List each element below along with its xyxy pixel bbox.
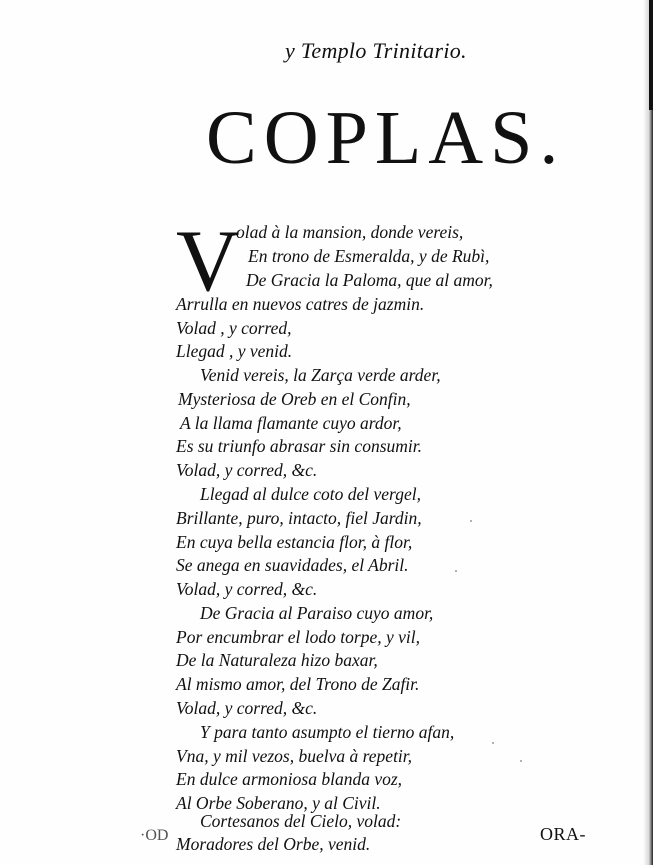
folio-mark: ·OD <box>140 827 169 844</box>
verse-line: Volad , y corred, <box>176 318 292 338</box>
page-title: COPLAS. <box>206 96 566 180</box>
verse-line: Al Orbe Soberano, y al Civil. <box>176 793 381 813</box>
verse-line: Vna, y mil vezos, buelva à repetir, <box>176 746 413 766</box>
verse-line: Es su triunfo abrasar sin consumir. <box>176 436 423 456</box>
ink-speck <box>455 570 457 572</box>
verse-line: Se anega en suavidades, el Abril. <box>176 555 409 575</box>
drop-cap: V <box>176 213 240 310</box>
verse-line: De la Naturaleza hizo baxar, <box>176 650 378 670</box>
verse-line: En cuya bella estancia flor, à flor, <box>176 532 413 552</box>
verse-line: Al mismo amor, del Trono de Zafir. <box>176 674 420 694</box>
verse-line: En dulce armoniosa blanda voz, <box>176 769 403 789</box>
ink-speck <box>520 760 522 762</box>
verse-line: Volad, y corred, &c. <box>176 698 318 718</box>
verse-line: Y para tanto asumpto el tierno afan, <box>200 722 455 742</box>
verse-line: De Gracia la Paloma, que al amor, <box>246 270 493 290</box>
page-edge-dark <box>649 0 653 110</box>
verse-line: Brillante, puro, intacto, fiel Jardin, <box>176 508 422 528</box>
verse-line: Llegad al dulce coto del vergel, <box>200 484 421 504</box>
ink-speck <box>470 520 472 522</box>
page-edge-shadow <box>643 0 653 865</box>
verse-line: Arrulla en nuevos catres de jazmin. <box>176 294 425 314</box>
verse-line: A la llama flamante cuyo ardor, <box>180 413 402 433</box>
verse-line: Llegad , y venid. <box>176 341 293 361</box>
verse-line: Volad, y corred, &c. <box>176 579 318 599</box>
catchword: ORA- <box>540 824 586 844</box>
verse-line: olad à la mansion, donde vereis, <box>236 222 464 242</box>
verse-line: En trono de Esmeralda, y de Rubì, <box>248 246 490 266</box>
ink-speck <box>492 742 494 744</box>
verse-line: Cortesanos del Cielo, volad: <box>200 811 402 831</box>
verse-line: Venid vereis, la Zarça verde arder, <box>200 365 441 385</box>
running-head: y Templo Trinitario. <box>285 38 467 63</box>
verse-line: Por encumbrar el lodo torpe, y vil, <box>176 627 420 647</box>
verse-line: Mysteriosa de Oreb en el Confin, <box>178 389 411 409</box>
verse-line: De Gracia al Paraiso cuyo amor, <box>200 603 434 623</box>
verse-line: Moradores del Orbe, venid. <box>176 834 371 854</box>
verse-line: Volad, y corred, &c. <box>176 460 318 480</box>
